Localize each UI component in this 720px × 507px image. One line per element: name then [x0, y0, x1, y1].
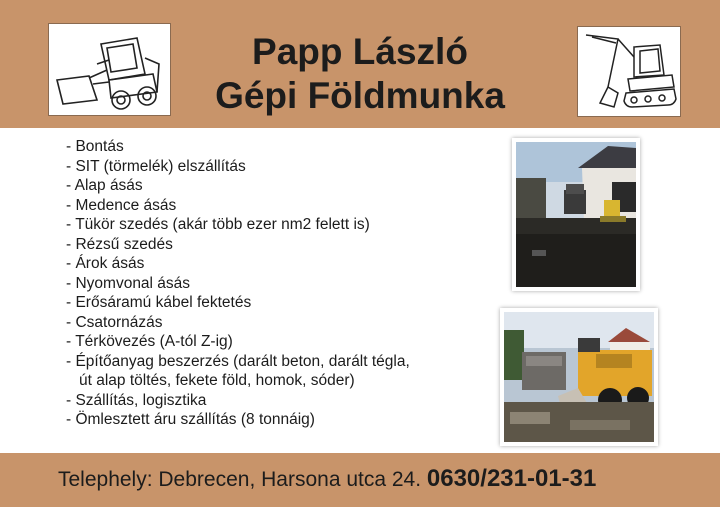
service-item: - Tükör szedés (akár több ezer nm2 felett is): [66, 216, 370, 233]
worksite-photo-top: [512, 138, 640, 291]
service-item: - SIT (törmelék) elszállítás: [66, 157, 246, 175]
service-item: - Medence ásás: [66, 196, 177, 214]
service-item: - Ömlesztett áru szállítás (8 tonnáig): [66, 411, 315, 428]
service-item: - Alap ásás: [66, 177, 143, 194]
service-item: - Erősáramú kábel fektetés: [66, 294, 252, 311]
skid-steer-icon: [48, 23, 171, 116]
service-item: - Térkövezés (A-tól Z-ig): [66, 333, 233, 350]
service-item: - Nyomvonal ásás: [66, 274, 191, 292]
services-list: [66, 137, 410, 430]
phone-number: 0630/231-01-31: [426, 465, 597, 492]
service-item: - Bontás: [66, 138, 124, 155]
address-text: Telephely: Debrecen, Harsona utca 24.: [58, 468, 427, 491]
service-item: - Rézsű szedés: [66, 235, 173, 253]
service-item: - Szállítás, logisztika: [66, 391, 207, 409]
title-subtitle: Gépi Földmunka: [215, 75, 505, 116]
worksite-photo-bottom: [500, 308, 658, 446]
service-item: - Csatornázás: [66, 313, 163, 331]
excavator-icon: [577, 26, 681, 117]
service-item: - Építőanyag beszerzés (darált beton, darált tégla,: [66, 352, 410, 370]
service-item-continuation: út alap töltés, fekete föld, homok, sóder): [79, 372, 355, 389]
service-item: - Árok ásás: [66, 255, 145, 272]
title-name: Papp László: [252, 31, 468, 72]
page-title: [180, 30, 540, 118]
footer-contact: [58, 466, 596, 493]
